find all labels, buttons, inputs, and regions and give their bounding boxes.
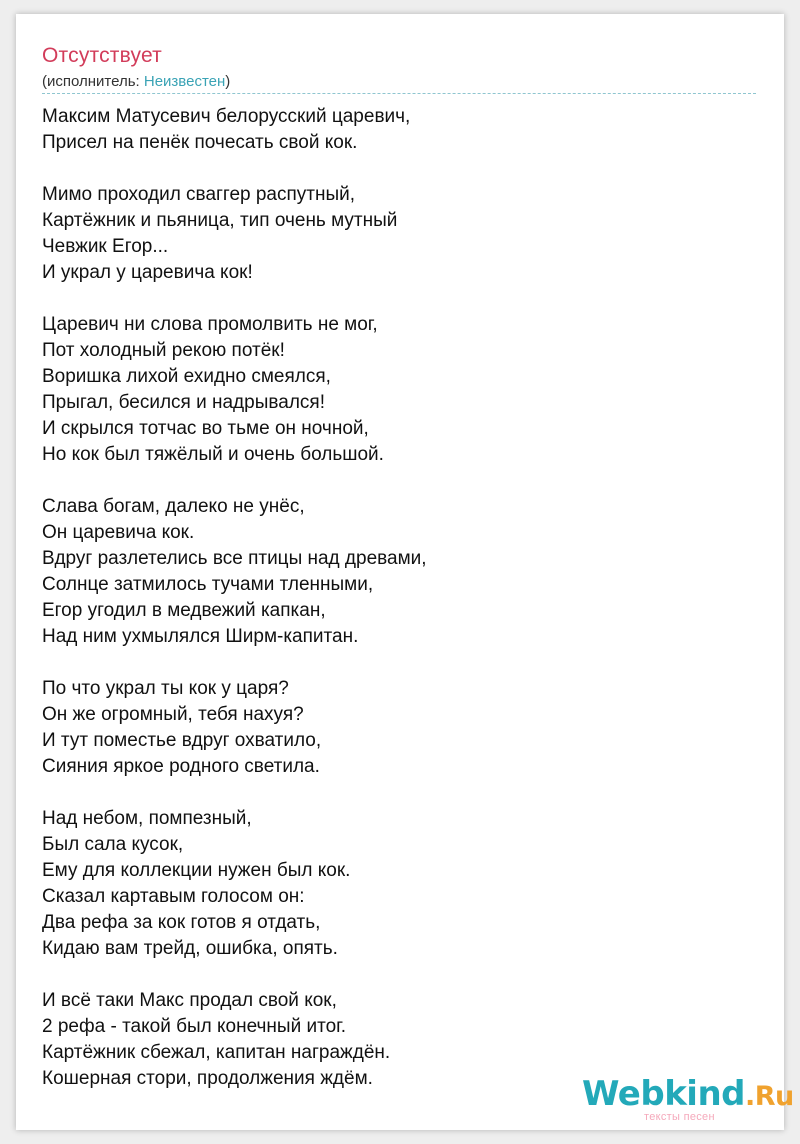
lyric-line: И скрылся тотчас во тьме он ночной, (42, 418, 369, 439)
lyrics-stanza (42, 676, 762, 780)
artist-suffix: ) (225, 73, 231, 90)
lyric-line: Над небом, помпезный, (42, 808, 252, 829)
artist-line (42, 73, 230, 90)
logo-suffix-text: .Ru (745, 1081, 794, 1112)
lyrics-stanza (42, 806, 762, 962)
lyric-line: Но кок был тяжёлый и очень большой. (42, 444, 384, 465)
lyric-line: Слава богам, далеко не унёс, (42, 496, 305, 517)
lyric-line: Егор угодил в медвежий капкан, (42, 600, 326, 621)
lyric-line: Он царевича кок. (42, 522, 195, 543)
lyric-line: Мимо проходил сваггер распутный, (42, 184, 356, 205)
lyrics-stanza (42, 312, 762, 468)
lyrics-stanza (42, 494, 762, 650)
lyric-line: Максим Матусевич белорусский царевич, (42, 106, 411, 127)
lyric-line: Сияния яркое родного светила. (42, 756, 320, 777)
lyric-line: Чевжик Егор... (42, 236, 169, 257)
lyric-line: Царевич ни слова промолвить не мог, (42, 314, 378, 335)
lyric-line: И украл у царевича кок! (42, 262, 253, 283)
lyric-line: Присел на пенёк почесать свой кок. (42, 132, 358, 153)
lyric-line: Кошерная стори, продолжения ждём. (42, 1068, 373, 1089)
lyrics-body (42, 104, 762, 1118)
song-title: Отсутствует (42, 44, 162, 67)
lyric-line: Прыгал, бесился и надрывался! (42, 392, 325, 413)
artist-prefix: (исполнитель: (42, 73, 144, 90)
logo-main-text: Webkind (582, 1074, 745, 1114)
lyric-line: Кидаю вам трейд, ошибка, опять. (42, 938, 338, 959)
lyric-line: Картёжник и пьяница, тип очень мутный (42, 210, 398, 231)
logo-wordmark (582, 1074, 794, 1115)
lyric-line: Солнце затмилось тучами тленными, (42, 574, 374, 595)
lyric-line: Картёжник сбежал, капитан награждён. (42, 1042, 391, 1063)
artist-link[interactable]: Неизвестен (143, 73, 226, 90)
lyric-line: И тут поместье вдруг охватило, (42, 730, 322, 751)
lyric-line: Был сала кусок, (42, 834, 184, 855)
lyric-line: Он же огромный, тебя нахуя? (42, 704, 304, 725)
lyric-line: Воришка лихой ехидно смеялся, (42, 366, 331, 387)
webkind-logo (582, 1074, 794, 1126)
logo-tagline: тексты песен (644, 1111, 715, 1123)
lyrics-stanza (42, 182, 762, 286)
lyric-line: Сказал картавым голосом он: (42, 886, 305, 907)
lyrics-stanza (42, 104, 762, 156)
header-divider (42, 93, 756, 94)
lyric-line: Над ним ухмылялся Ширм-капитан. (42, 626, 359, 647)
lyric-line: Два рефа за кок готов я отдать, (42, 912, 321, 933)
lyric-line: И всё таки Макс продал свой кок, (42, 990, 337, 1011)
lyric-line: По что украл ты кок у царя? (42, 678, 289, 699)
lyric-line: Пот холодный рекою потёк! (42, 340, 285, 361)
lyric-line: Вдруг разлетелись все птицы над древами, (42, 548, 427, 569)
lyric-line: Ему для коллекции нужен был кок. (42, 860, 351, 881)
lyric-line: 2 рефа - такой был конечный итог. (42, 1016, 347, 1037)
